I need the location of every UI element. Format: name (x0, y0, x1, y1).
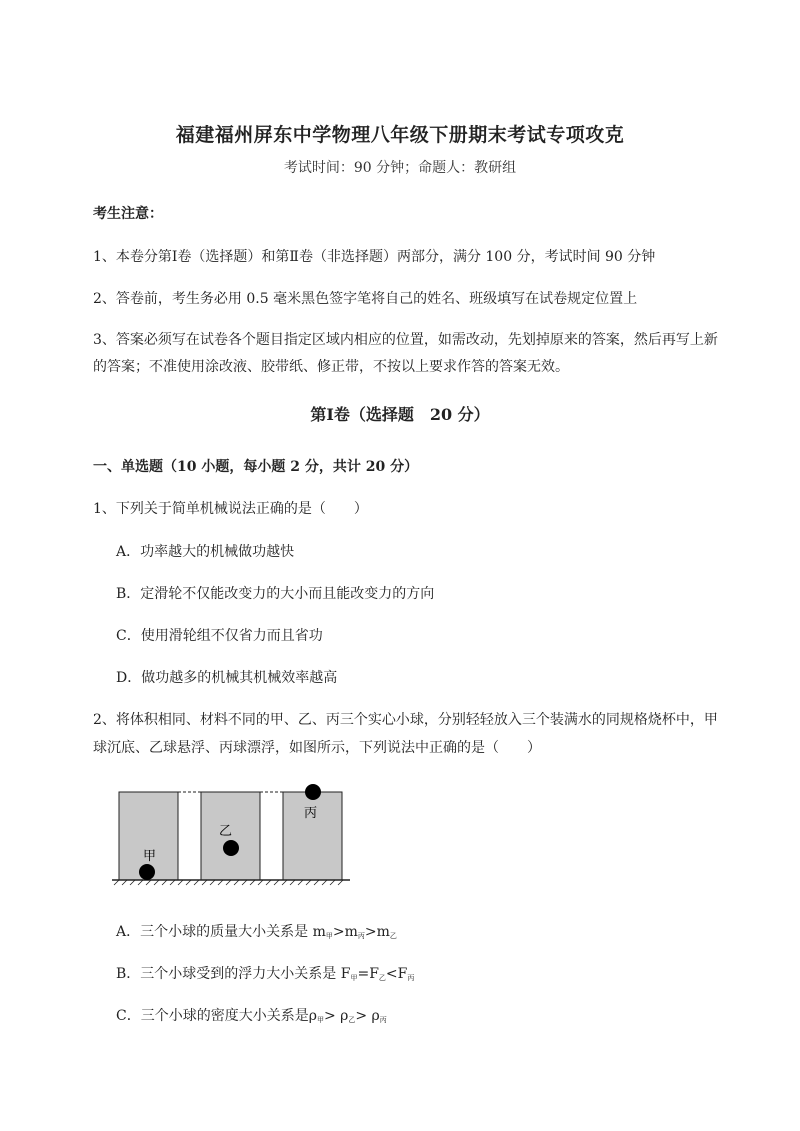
question-1-option-d: D．做功越多的机械其机械效率越高 (116, 670, 338, 686)
question-2-stem-line2: 球沉底、乙球悬浮、丙球漂浮，如图所示，下列说法中正确的是（ ） (93, 740, 541, 756)
note-item-2: 2、答卷前，考生务必用 0.5 毫米黑色签字笔将自己的姓名、班级填写在试卷规定位置上 (93, 291, 638, 307)
question-2-stem-line1: 2、将体积相同、材料不同的甲、乙、丙三个实心小球，分别轻轻放入三个装满水的同规格烧杯中，甲 (93, 712, 718, 728)
beakers-figure (112, 780, 352, 890)
ball-jia (139, 864, 155, 880)
notes-heading: 考生注意： (93, 206, 163, 222)
question-1-option-a: A．功率越大的机械做功越快 (116, 544, 295, 560)
ball-bing (305, 784, 321, 800)
note-item-1: 1、本卷分第Ⅰ卷（选择题）和第Ⅱ卷（非选择题）两部分，满分 100 分，考试时间 90 分钟 (93, 249, 656, 265)
note-item-3: 3、答案必须写在试卷各个题目指定区域内相应的位置，如需改动，先划掉原来的答案，然后再写上新 (93, 332, 718, 348)
question-2-option-b: B．三个小球受到的浮力大小关系是 $F_甲=F_乙<F_丙$ (116, 966, 415, 982)
note-item-3-cont: 的答案；不准使用涂改液、胶带纸、修正带，不按以上要求作答的答案无效。 (93, 359, 569, 375)
question-1-option-c: C．使用滑轮组不仅省力而且省功 (116, 628, 323, 644)
section-title: 第Ⅰ卷（选择题 20 分） (310, 405, 490, 424)
question-1-stem: 1、下列关于简单机械说法正确的是（ ） (93, 501, 368, 517)
ball-yi (223, 840, 239, 856)
label-jia: 甲 (143, 849, 157, 864)
part-heading: 一、单选题（10 小题，每小题 2 分，共计 20 分） (93, 459, 419, 475)
label-yi: 乙 (219, 824, 233, 839)
exam-subtitle: 考试时间：90 分钟；命题人：教研组 (283, 160, 517, 176)
label-bing: 丙 (304, 806, 318, 821)
exam-title: 福建福州屏东中学物理八年级下册期末考试专项攻克 (175, 124, 625, 146)
question-1-option-b: B．定滑轮不仅能改变力的大小而且能改变力的方向 (116, 586, 435, 602)
question-2-option-a: A．三个小球的质量大小关系是 $m_甲>m_丙>m_乙$ (116, 924, 397, 940)
question-2-option-c: C．三个小球的密度大小关系是$\rho_甲> \rho_乙> \rho_丙$ (116, 1008, 387, 1024)
